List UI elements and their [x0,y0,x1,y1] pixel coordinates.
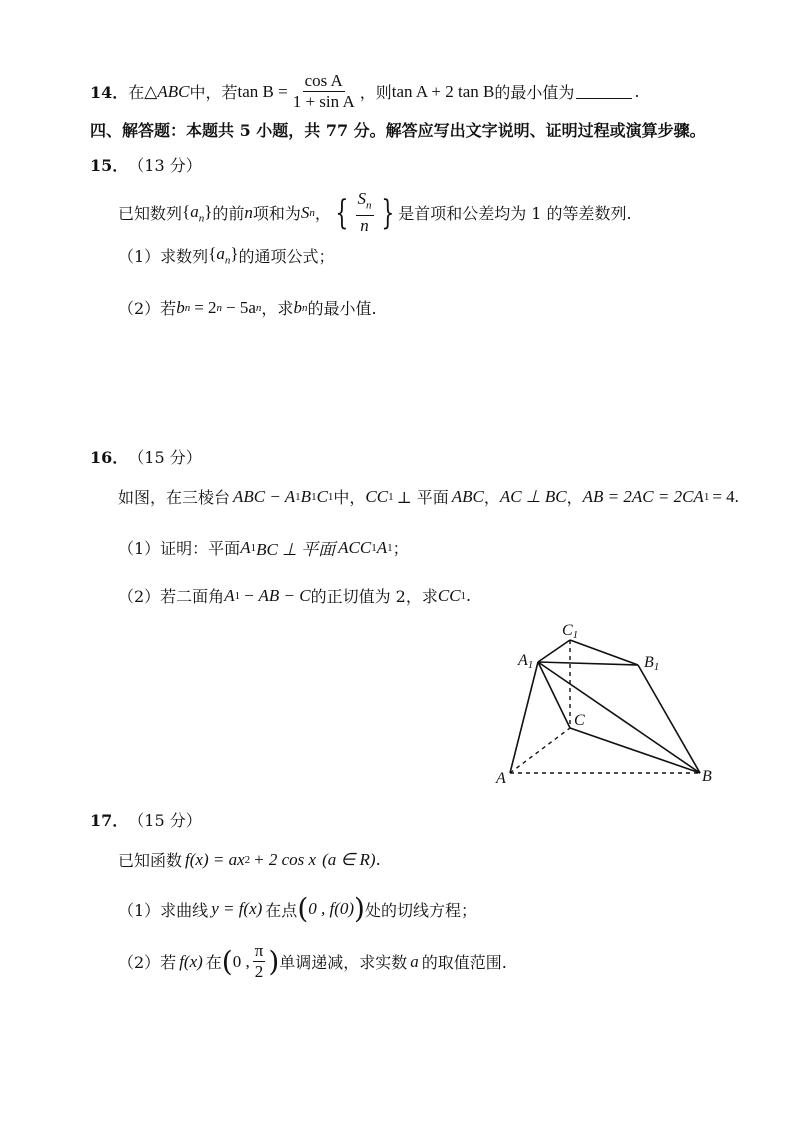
label-A1: A1 [518,652,534,671]
q16-p1-end: ； [392,539,409,558]
function-def-2: + 2 cos x [253,849,317,869]
q15-p1-a: （1）求数列 [118,247,209,266]
pi: π [254,941,264,960]
edge-a1b1 [538,662,638,665]
function-def: f(x) = ax [185,849,245,869]
point-open-paren: ( [297,892,309,925]
seq-braces: $\{a_n\}$ [182,201,213,224]
q17-p2-a: （2）若 [118,953,177,972]
dihedral-a1: A [224,585,235,605]
q16-p2-a: （2）若二面角 [118,587,225,606]
q16-title [90,445,202,468]
q15-p2-expr: = 2 [194,297,217,317]
q16-part2: （2）若二面角 A 1 − AB − C 的正切值为 2，求 CC 1 . [118,585,472,606]
domain-a: (a ∈ R) [322,849,376,869]
q15-stem-a: 已知数列 [118,204,183,224]
q15-part1 [118,244,335,267]
q17-p2-d: 的取值范围. [421,953,507,972]
frustum-diagram [490,615,730,795]
q15-p2-a: （2）若 [118,299,177,318]
q15-score: （13 分） [128,156,202,175]
q17-part1 [118,892,477,925]
q14-tanB: tan B = [237,81,288,101]
two: 2 [254,962,264,981]
frac-num-S: S [357,189,367,208]
q14-text-4: 的最小值为 [494,83,575,102]
q17-p2-c: 单调递减，求实数 [279,953,408,972]
q15-p2-b: ，求 [261,299,294,318]
q15-p1-b: 的通项公式； [238,247,335,266]
length-equation: AB = 2AC = 2CA [582,486,704,506]
dihedral-rest: − AB − C [243,585,311,605]
q16-score: （15 分） [128,448,202,467]
interval-close-paren: ) [268,944,280,978]
frustum-name: ABC − A [233,486,296,506]
q17-score: （15 分） [128,811,202,830]
plane-a1bc: A [240,537,251,557]
ac-perp-bc: AC ⊥ BC [499,486,567,506]
var-bn-2: b [293,297,302,317]
q16-stem: 如图，在三棱台 ABC − A 1 B 1 C 1 中， CC 1 ⊥ 平面 ABC ， AC ⊥ BC ， AB = 2AC = 2CA 1 = 4 . [118,486,739,507]
var-n: n [244,202,253,222]
q14-end: . [634,82,640,101]
q16-stem-a: 如图，在三棱台 [118,488,231,507]
q16-stem-b: 中， [333,488,366,507]
q17-stem-end: . [375,850,381,869]
label-C1: C1 [562,622,579,641]
q14-frac-denominator: 1 + sin A [292,92,355,111]
frac-den [358,216,371,235]
q16-p1-a: （1）证明：平面 [118,539,241,558]
interval-low: 0 , [232,951,250,971]
plane-abc: ABC [451,486,484,506]
frac-num: $S_n$ [356,190,374,216]
right-brace: } [380,192,394,233]
length-equation-end: = 4 [712,486,735,506]
curve: y = f(x) [211,899,263,918]
label-B1: B1 [644,654,660,673]
q16-number: 16． [90,448,129,467]
q14-text-2: 中，若 [189,83,238,102]
edge-c1b1 [570,640,638,665]
edge-a1c1 [538,640,570,662]
edge-cc1-2: CC [437,585,461,605]
edge-a1b [538,662,700,773]
q15-number: 15． [90,156,129,175]
var-bn: b [176,297,185,317]
sn-over-n-fraction [356,190,374,235]
seq-braces-2: $\{a_n\}$ [208,244,239,267]
q17-stem: 已知函数 f(x) = ax 2 + 2 cos x (a ∈ R) . [118,849,381,870]
q14-text-3: ，则 [359,83,392,102]
q17-p1-c: 处的切线方程； [364,900,477,920]
edge-cb [570,728,700,773]
q17-p2-b: 在 [205,953,222,972]
q14-number: 14． [90,83,129,102]
q16-p2-b: 的正切值为 2，求 [310,587,438,606]
point-coords: 0 , f(0) [308,899,355,918]
q16-stem-d: ， [566,488,583,507]
q16-stem-c: ， [483,488,500,507]
q17-p1-a: （1）求曲线 [118,900,209,920]
label-C: C [574,712,585,729]
q16-part1: （1）证明：平面 A 1 BC ⊥ 平面 ACC 1 A 1 ； [118,535,409,560]
q14-expression: tan A + 2 tan B [391,81,495,101]
q17-p1-b: 在点 [265,900,298,920]
answer-blank [576,84,632,99]
var-Sn: S [300,202,310,222]
q17-title [90,808,202,831]
q17-number: 17． [90,811,129,830]
q15-part2: （2）若 b n = 2 n − 5a n ，求 b n 的最小值. [118,297,377,318]
q14-fraction [291,72,357,111]
triangle-name: ABC [157,81,190,101]
triangle-symbol: △ [144,81,158,101]
q15-p2-c: 的最小值. [307,299,377,318]
left-brace: { [335,192,349,233]
pi-over-2 [253,942,266,981]
plane-acc1a1: ACC [338,537,372,557]
frac-den-n: n [360,216,369,236]
q17-stem-a: 已知函数 [118,851,183,870]
label-B: B [702,768,712,785]
interval-open-paren: ( [221,944,233,978]
q16-p1-mid: BC ⊥ 平面 [256,540,336,559]
q15-stem: 已知数列 $\{a_n\}$ 的前 n 项和为 S n ， { $\frac{S_n}{n}$ } 是首项和公差均为 1 的等差数列. [118,189,632,236]
q16-p2-end: . [466,586,472,605]
label-A: A [496,770,506,787]
q15-title [90,153,202,176]
edge-b1b [638,665,700,773]
q15-stem-e: 是首项和公差均为 1 的等差数列. [398,204,632,224]
q14-frac-numerator: cos A [304,71,343,90]
edge-cc1: CC [365,486,389,506]
var-a: a [410,951,419,971]
q14-text-1: 在 [128,83,145,102]
point-close-paren: ) [354,892,365,925]
q16-perp: ⊥ 平面 [396,488,449,507]
q14-line [90,72,639,111]
q17-fx: f(x) [179,951,203,971]
edge-a1c [538,662,570,728]
seq-a: a [190,201,199,221]
edge-a1a [510,662,538,773]
section-heading: 四、解答题：本题共 5 小题，共 77 分。解答应写出文字说明、证明过程或演算步骤。 [90,121,706,140]
q15-stem-c: 项和为 [252,204,301,224]
q15-p2-expr2: − 5a [226,297,256,317]
q15-stem-d: ， [314,204,331,224]
q15-stem-b: 的前 [212,204,245,224]
q17-part2 [118,942,507,981]
